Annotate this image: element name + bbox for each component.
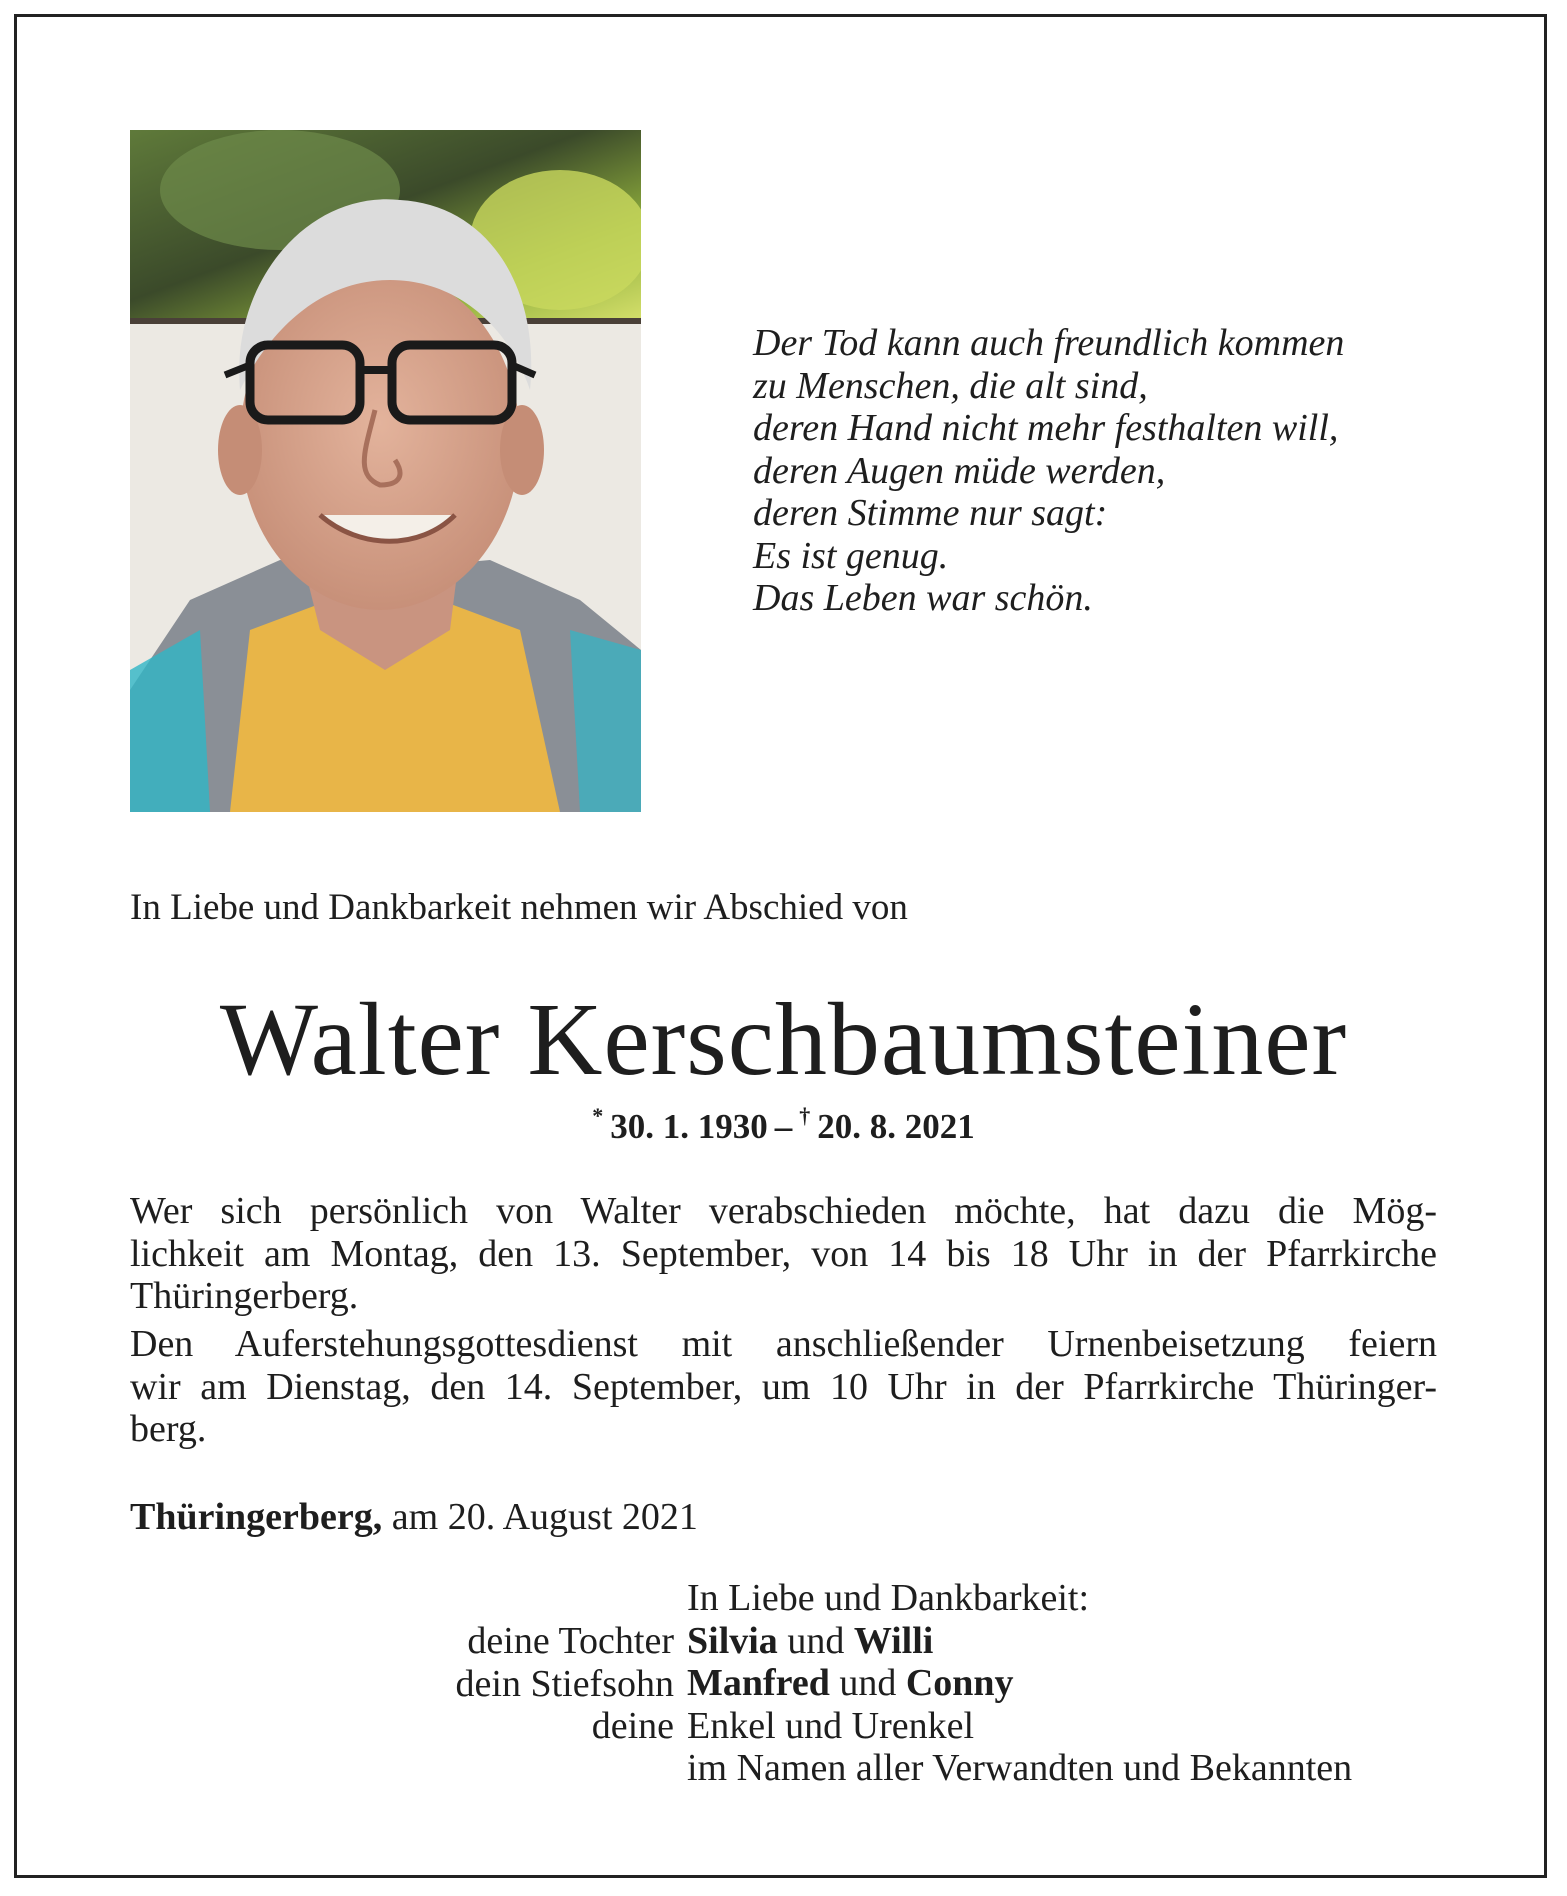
signature-closing: im Namen aller Verwandten und Bekannten [687, 1747, 1353, 1789]
intro-text: In Liebe und Dankbarkeit nehmen wir Abschied von [130, 887, 908, 928]
life-dates [0, 1103, 1567, 1147]
family-name: Silvia [687, 1619, 778, 1662]
death-date: 20. 8. 2021 [817, 1107, 975, 1146]
signature-relations [456, 1620, 674, 1748]
paragraph-line: Thüringerberg. [130, 1275, 359, 1317]
paragraph-service [130, 1323, 1437, 1451]
signature-row [687, 1662, 1352, 1705]
relation-label: deine Tochter [467, 1620, 674, 1662]
birth-symbol: * [592, 1103, 604, 1128]
poem-line: deren Stimme nur sagt: [753, 492, 1108, 534]
family-name: Manfred [687, 1662, 830, 1704]
family-name: Conny [905, 1662, 1014, 1704]
paragraph-line: lichkeit am Montag, den 13. September, von 14 bis 18 Uhr in der Pfarrkirche [130, 1232, 1437, 1275]
poem-line: Es ist genug. [753, 534, 949, 577]
signature-names [687, 1577, 1352, 1790]
conjunction: und [839, 1662, 897, 1704]
family-name: Willi [853, 1619, 934, 1662]
relation-label: deine [591, 1705, 674, 1747]
poem-line: deren Hand nicht mehr festhalten will, [753, 407, 1339, 449]
poem-line: zu Menschen, die alt sind, [753, 364, 1148, 407]
relation-label: dein Stiefsohn [455, 1662, 674, 1705]
signature-row: Enkel und Urenkel [687, 1704, 975, 1747]
place-date: am 20. August 2021 [391, 1496, 698, 1538]
poem-line: Das Leben war schön. [753, 577, 1093, 619]
place-and-date [130, 1495, 698, 1539]
paragraph-line: Wer sich persönlich von Walter verabschieden möchte, hat dazu die Mög- [130, 1190, 1437, 1232]
date-separator: – [774, 1107, 793, 1146]
poem-line: deren Augen müde werden, [753, 449, 1166, 492]
paragraph-line: berg. [130, 1408, 207, 1450]
death-symbol: † [799, 1103, 811, 1128]
paragraph-line: wir am Dienstag, den 14. September, um 10 Uhr in der Pfarrkirche Thüringer- [130, 1365, 1437, 1408]
portrait-photo [130, 130, 641, 812]
signature-heading: In Liebe und Dankbarkeit: [687, 1577, 1090, 1619]
conjunction: und [787, 1619, 845, 1662]
poem-line: Der Tod kann auch freundlich kommen [753, 322, 1345, 364]
place-town: Thüringerberg, [130, 1496, 383, 1538]
deceased-name: Walter Kerschbaumsteiner [219, 982, 1348, 1097]
paragraph-viewing [130, 1190, 1437, 1318]
paragraph-line: Den Auferstehungsgottesdienst mit anschließender Urnenbeisetzung feiern [130, 1323, 1437, 1365]
birth-date: 30. 1. 1930 [610, 1107, 768, 1146]
portrait-illustration [130, 130, 641, 812]
poem [753, 322, 1493, 620]
signature-row [687, 1620, 1352, 1663]
